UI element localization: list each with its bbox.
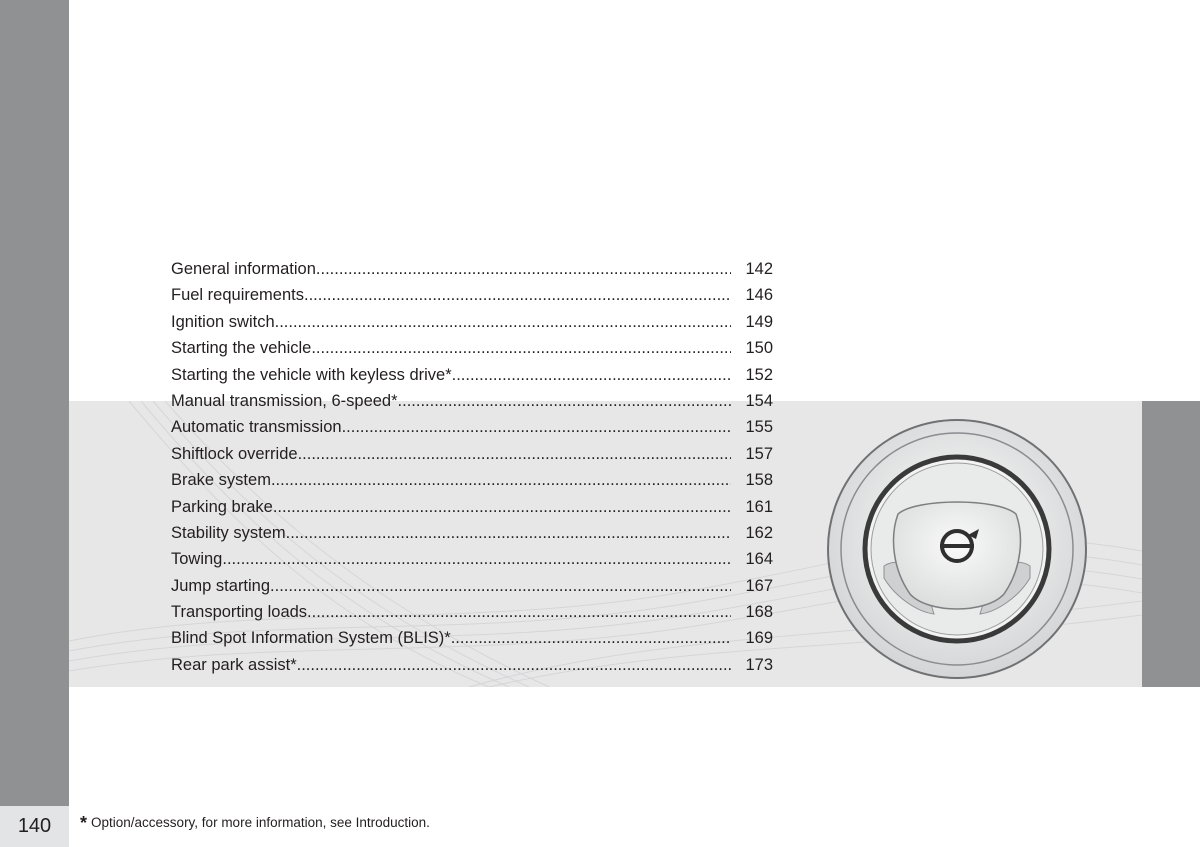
toc-entry-page: 162 [745, 523, 773, 542]
toc-leader-dots [452, 362, 731, 388]
toc-entry-page: 146 [745, 286, 773, 305]
toc-entry-title: Fuel requirements [171, 286, 304, 305]
toc-entry-title: Stability system [171, 523, 286, 542]
toc-entry-title: Blind Spot Information System (BLIS)* [171, 629, 451, 648]
toc-leader-dots [316, 256, 731, 282]
toc-leader-dots [342, 414, 731, 440]
toc-entry-title: Transporting loads [171, 603, 308, 622]
toc-leader-dots [297, 652, 731, 678]
toc-entry[interactable] [171, 573, 773, 599]
page-number: 140 [0, 806, 69, 847]
toc-entry[interactable] [171, 467, 773, 493]
toc-entry[interactable] [171, 652, 773, 678]
toc-entry[interactable] [171, 335, 773, 361]
steering-wheel-icon [826, 418, 1088, 680]
toc-entry-title: Jump starting [171, 576, 271, 595]
toc-entry-title: Brake system [171, 471, 271, 490]
toc-entry[interactable] [171, 362, 773, 388]
chapter-tab [1142, 401, 1200, 687]
toc-leader-dots [307, 599, 731, 625]
toc-entry[interactable] [171, 388, 773, 414]
toc-entry-title: Automatic transmission [171, 418, 342, 437]
toc-entry-page: 167 [745, 576, 773, 595]
footnote [80, 813, 430, 834]
toc-leader-dots [222, 546, 731, 572]
toc-entry[interactable] [171, 520, 773, 546]
toc-entry[interactable] [171, 414, 773, 440]
toc-entry-page: 149 [745, 312, 773, 331]
toc-entry-page: 158 [745, 471, 773, 490]
toc-entry[interactable] [171, 309, 773, 335]
toc-entry-title: Rear park assist* [171, 655, 297, 674]
footnote-text: Option/accessory, for more information, see Introduction. [91, 815, 430, 830]
toc-entry[interactable] [171, 256, 773, 282]
toc-entry-page: 161 [745, 497, 773, 516]
toc-leader-dots [270, 573, 731, 599]
toc-entry-title: Manual transmission, 6-speed* [171, 391, 398, 410]
toc-entry-page: 150 [745, 339, 773, 358]
toc-leader-dots [451, 625, 731, 651]
toc-entry[interactable] [171, 494, 773, 520]
table-of-contents [171, 256, 773, 678]
toc-entry[interactable] [171, 441, 773, 467]
toc-leader-dots [311, 335, 731, 361]
toc-entry-title: Parking brake [171, 497, 273, 516]
toc-entry-page: 152 [745, 365, 773, 384]
toc-entry[interactable] [171, 599, 773, 625]
toc-entry-title: Ignition switch [171, 312, 275, 331]
toc-entry-title: General information [171, 260, 316, 278]
toc-entry-page: 168 [745, 603, 773, 622]
toc-leader-dots [398, 388, 731, 414]
toc-entry-page: 154 [745, 391, 773, 410]
left-margin-bar [0, 0, 69, 847]
toc-entry[interactable] [171, 546, 773, 572]
toc-entry-title: Starting the vehicle [171, 339, 312, 358]
toc-leader-dots [304, 282, 731, 308]
toc-leader-dots [286, 520, 731, 546]
toc-leader-dots [275, 309, 731, 335]
toc-leader-dots [271, 467, 731, 493]
toc-entry-page: 157 [745, 444, 773, 463]
toc-entry-page: 169 [745, 629, 773, 648]
toc-leader-dots [273, 494, 731, 520]
toc-entry-title: Towing [171, 550, 223, 569]
toc-entry[interactable] [171, 625, 773, 651]
toc-entry[interactable] [171, 282, 773, 308]
toc-entry-title: Starting the vehicle with keyless drive* [171, 365, 452, 384]
toc-entry-page: 164 [745, 550, 773, 569]
toc-entry-page: 173 [745, 655, 773, 674]
toc-entry-title: Shiftlock override [171, 444, 298, 463]
toc-leader-dots [298, 441, 731, 467]
toc-entry-page: 155 [745, 418, 773, 437]
toc-entry-page: 142 [745, 260, 773, 278]
footnote-marker: * [80, 813, 88, 833]
